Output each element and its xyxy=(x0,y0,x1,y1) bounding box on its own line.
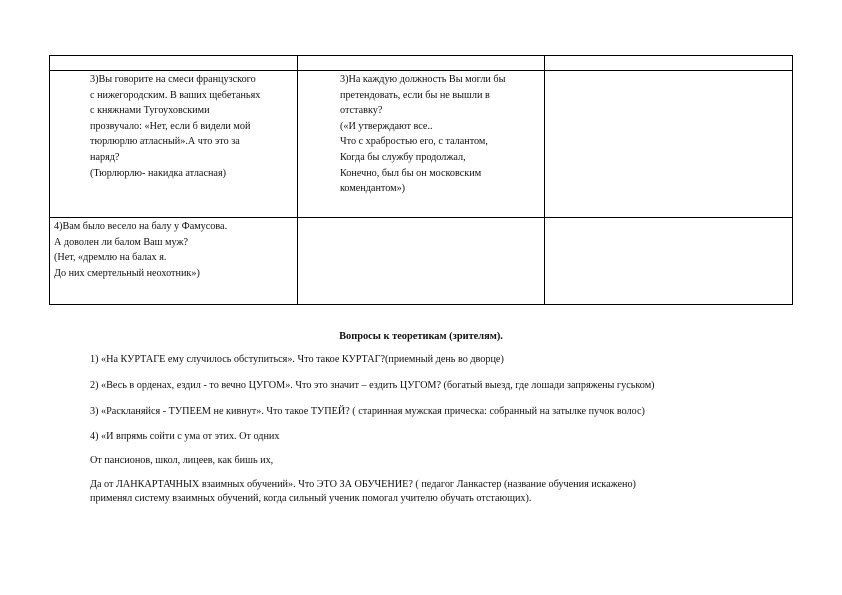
question-text: 3)На каждую должность Вы могли бы претендовать, если бы не вышли в отставку? («И утверждают все.. Что с храбростью его, с талантом, Когда бы службу продолжал, Конечно, был бы он московским комендантом») xyxy=(340,74,506,195)
table-cell xyxy=(545,71,793,218)
table-header-row xyxy=(50,56,793,71)
question-text: 4)Вам было весело на балу у Фамусова. А доволен ли балом Ваш муж? (Нет, «дремлю на балах я. До них смертельный неохотник») xyxy=(54,221,228,279)
table-cell xyxy=(50,218,298,305)
table-header-cell xyxy=(298,56,545,71)
question-4-line-4: применял систему взаимных обучений, когда сильный ученик помогал учителю обучать отстающих). xyxy=(90,493,532,504)
question-4-line-2: От пансионов, школ, лицеев, как бишь их, xyxy=(90,455,274,466)
table-cell xyxy=(545,218,793,305)
question-3: 3) «Раскланяйся - ТУПЕЕМ не кивнут». Что такое ТУПЕЙ? ( старинная мужская прическа: собранный на затылке пучок волос) xyxy=(90,406,645,417)
table-cell xyxy=(50,71,298,218)
question-text: 3)Вы говорите на смеси французского с нижегородским. В ваших щебетаньях с княжнами Тугоуховскими прозвучало: «Нет, если б видели мой тюрлюрлю атласный».А что это за наряд? (Тюрлюрлю- накидка атласная) xyxy=(90,74,261,179)
question-2: 2) «Весь в орденах, ездил - то вечно ЦУГОМ». Что это значит – ездить ЦУГОМ? (богатый выезд, где лошади запряжены гуськом) xyxy=(90,380,655,391)
table-cell xyxy=(298,218,545,305)
table-header-cell xyxy=(545,56,793,71)
question-4-line-3: Да от ЛАНКАРТАЧНЫХ взаимных обучений». Что ЭТО ЗА ОБУЧЕНИЕ? ( педагог Ланкастер (название обучения искажено) xyxy=(90,479,636,490)
table-row xyxy=(50,71,793,218)
section-heading: Вопросы к теоретикам (зрителям). xyxy=(339,331,503,342)
answers-table xyxy=(49,55,793,305)
table-header-cell xyxy=(50,56,298,71)
table-row xyxy=(50,218,793,305)
question-1: 1) «На КУРТАГЕ ему случилось обступиться». Что такое КУРТАГ?(приемный день во дворце) xyxy=(90,354,504,365)
question-4: 4) «И впрямь сойти с ума от этих. От одних xyxy=(90,431,280,442)
table-cell xyxy=(298,71,545,218)
